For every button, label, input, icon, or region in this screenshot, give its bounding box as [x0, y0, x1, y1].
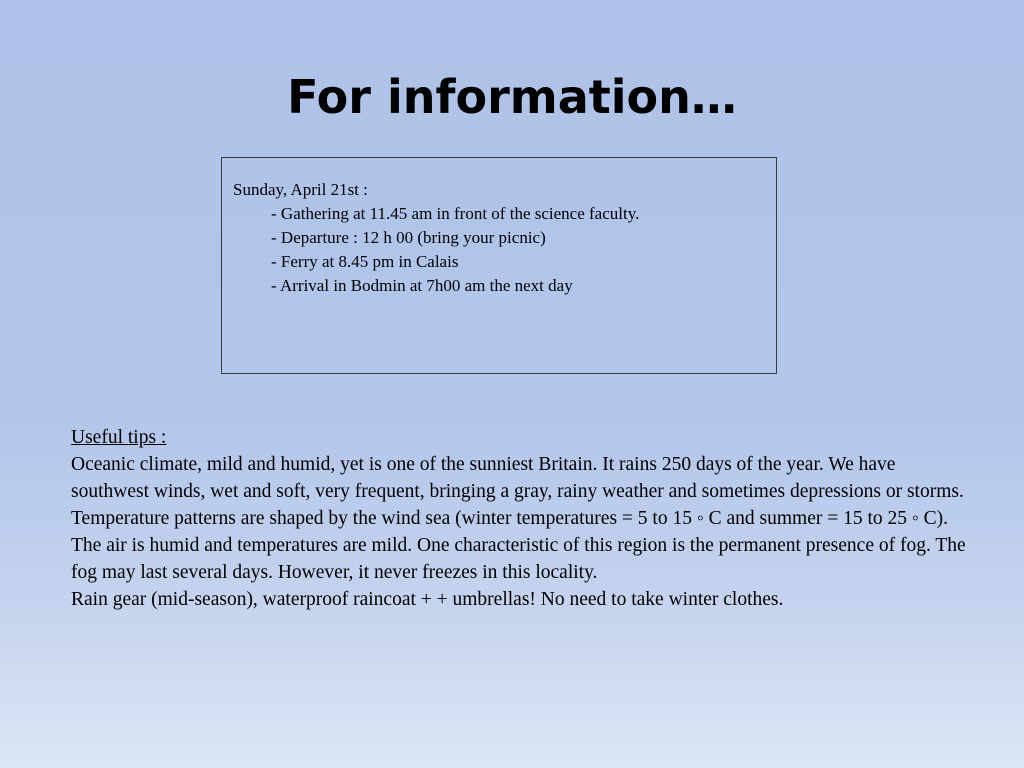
tips-heading: Useful tips :: [71, 427, 167, 448]
schedule-item: - Gathering at 11.45 am in front of the science faculty.: [271, 204, 640, 223]
useful-tips: [71, 424, 971, 613]
schedule-item: - Ferry at 8.45 pm in Calais: [271, 252, 459, 271]
tips-body: Oceanic climate, mild and humid, yet is one of the sunniest Britain. It rains 250 days of the year. We have southwest winds, wet and soft, very frequent, bringing a gray, rainy weather and sometimes depressions or storms. Temperature patterns are shaped by the wind sea (winter temperatures = 5 to 15 ◦ C and summer = 15 to 25 ◦ C). The air is humid and temperatures are mild. One characteristic of this region is the permanent presence of fog. The fog may last several days. However, it never freezes in this locality.: [71, 454, 966, 583]
tips-closing: Rain gear (mid-season), waterproof raincoat + + umbrellas! No need to take winter clothes.: [71, 589, 784, 610]
slide-title: For information…: [287, 70, 737, 124]
schedule-item: - Arrival in Bodmin at 7h00 am the next day: [271, 276, 573, 295]
schedule-box: [221, 157, 777, 374]
schedule-item: - Departure : 12 h 00 (bring your picnic): [271, 228, 546, 247]
schedule-list: [233, 202, 776, 298]
schedule-heading: Sunday, April 21st :: [233, 180, 368, 199]
